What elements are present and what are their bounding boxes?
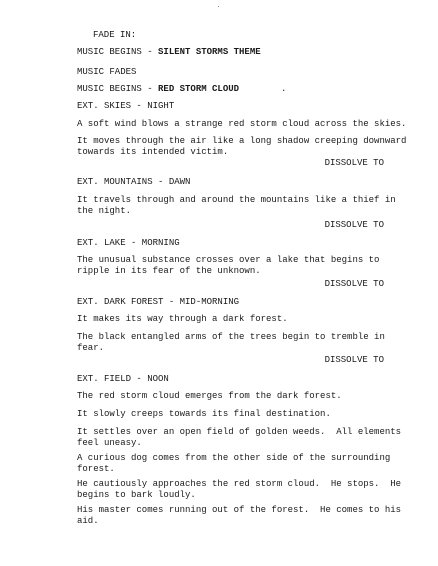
action-line: The black entangled arms of the trees begin to tremble in [77, 332, 385, 342]
action-line: A curious dog comes from the other side of the surrounding [77, 453, 391, 463]
transition-dissolve: DISSOLVE TO [324, 158, 384, 168]
action-line: A soft wind blows a strange red storm cloud across the skies. [77, 119, 407, 129]
action-line: The red storm cloud emerges from the dark forest. [77, 391, 342, 401]
music-cue-1-prefix: MUSIC BEGINS - [77, 47, 159, 57]
action-line: feel uneasy. [77, 438, 142, 448]
action-line: the night. [77, 206, 132, 216]
action-line: It slowly creeps towards its final destination. [77, 409, 331, 419]
scene-heading-field: EXT. FIELD - NOON [77, 374, 169, 384]
action-line: It moves through the air like a long shadow creeping downward [77, 136, 407, 146]
transition-dissolve: DISSOLVE TO [324, 279, 384, 289]
transition-dissolve: DISSOLVE TO [324, 220, 384, 230]
scan-speck [218, 6, 219, 7]
action-line: He cautiously approaches the red storm cloud. He stops. He [77, 479, 402, 489]
action-line: It makes its way through a dark forest. [77, 314, 288, 324]
transition-dissolve: DISSOLVE TO [324, 355, 384, 365]
music-cue-2-prefix: MUSIC BEGINS - [77, 84, 159, 94]
action-line: ripple in its fear of the unknown. [77, 266, 261, 276]
scene-heading-mountains: EXT. MOUNTAINS - DAWN [77, 177, 191, 187]
fade-in-line: FADE IN: [93, 30, 137, 40]
action-line: It travels through and around the mountains like a thief in [77, 195, 396, 205]
scene-heading-lake: EXT. LAKE - MORNING [77, 238, 180, 248]
action-line: His master comes running out of the forest. He comes to his [77, 505, 402, 515]
action-line: aid. [77, 516, 99, 526]
music-cue-2-dot: . [281, 84, 287, 94]
music-fades-line: MUSIC FADES [77, 67, 137, 77]
music-cue-1-title: SILENT STORMS THEME [158, 47, 261, 57]
scene-heading-skies: EXT. SKIES - NIGHT [77, 101, 175, 111]
action-line: The unusual substance crosses over a lake that begins to [77, 255, 380, 265]
action-line: fear. [77, 343, 105, 353]
action-line: forest. [77, 464, 115, 474]
music-cue-2-title: RED STORM CLOUD [158, 84, 240, 94]
music-cue-1 [77, 46, 261, 58]
scene-heading-dark-forest: EXT. DARK FOREST - MID-MORNING [77, 297, 240, 307]
action-line: towards its intended victim. [77, 147, 229, 157]
action-line: begins to bark loudly. [77, 490, 196, 500]
action-line: It settles over an open field of golden weeds. All elements [77, 427, 402, 437]
music-cue-2 [77, 83, 286, 95]
